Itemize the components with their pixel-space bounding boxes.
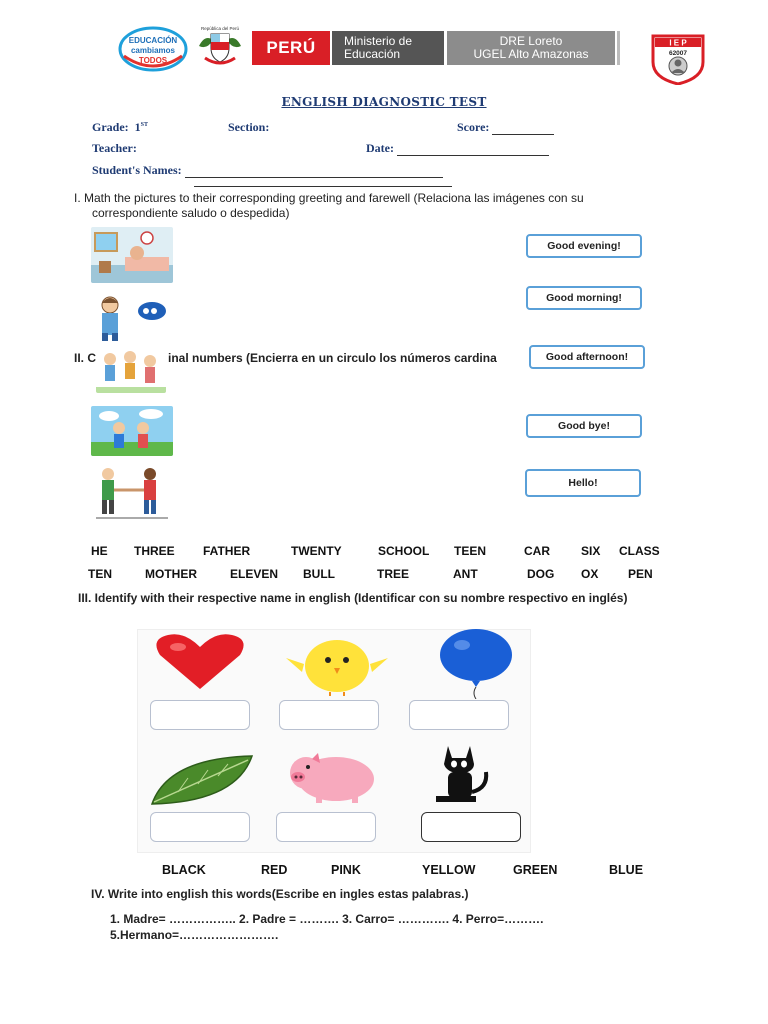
word-bull[interactable]: BULL	[303, 567, 335, 581]
svg-text:cambiamos: cambiamos	[130, 46, 176, 55]
campaign-logo	[118, 26, 188, 72]
word-he[interactable]: HE	[91, 544, 108, 558]
word-dog[interactable]: DOG	[527, 567, 555, 581]
word-mother[interactable]: MOTHER	[145, 567, 197, 581]
kids-outdoors-image	[91, 406, 173, 456]
word-school[interactable]: SCHOOL	[378, 544, 430, 558]
students-field	[92, 163, 443, 178]
greeting-box-hello[interactable]: Hello!	[525, 469, 641, 497]
iep-label: I E P	[669, 38, 687, 48]
grade-superscript: ST	[140, 122, 148, 128]
color-black: BLACK	[162, 863, 206, 877]
word-father[interactable]: FATHER	[203, 544, 251, 558]
greeting-box-good-bye[interactable]: Good bye!	[526, 414, 642, 438]
answer-box-heart[interactable]	[150, 700, 250, 730]
color-blue: BLUE	[609, 863, 644, 877]
section-label: Section:	[228, 120, 270, 134]
answer-box-pig[interactable]	[276, 812, 376, 842]
peru-banner: PERÚ	[252, 31, 330, 65]
word-teen[interactable]: TEEN	[454, 544, 487, 558]
answer-box-chick[interactable]	[279, 700, 379, 730]
score-field	[457, 120, 554, 135]
score-line[interactable]	[492, 133, 554, 135]
section4-line2: 5.Hermano=…………………….	[110, 928, 279, 942]
answer-box-cat[interactable]	[421, 812, 521, 842]
word-ant[interactable]: ANT	[453, 567, 478, 581]
handshake-image	[94, 464, 170, 520]
answer-box-leaf[interactable]	[150, 812, 250, 842]
banner-divider	[617, 31, 620, 65]
word-six[interactable]: SIX	[581, 544, 601, 558]
color-green: GREEN	[513, 863, 558, 877]
grade-field	[92, 120, 148, 135]
boy-morning-image	[96, 293, 170, 341]
greeting-box-good-afternoon[interactable]: Good afternoon!	[529, 345, 645, 369]
dre-line2: UGEL Alto Amazonas	[473, 47, 589, 61]
cat-image	[430, 742, 494, 804]
chick-image	[284, 630, 390, 696]
dre-line1: DRE Loreto	[499, 34, 563, 48]
balloon-image	[436, 629, 516, 699]
section4-line1: 1. Madre= …………….. 2. Padre = ………. 3. Carro= …………. 4. Perro=……….	[110, 912, 544, 926]
school-crest	[650, 33, 706, 85]
grade-value: 1	[134, 120, 141, 134]
word-car[interactable]: CAR	[524, 544, 550, 558]
students-line-1[interactable]	[185, 176, 443, 178]
word-tree[interactable]: TREE	[377, 567, 410, 581]
heart-image	[150, 633, 250, 691]
section2-instruction-start: II. C	[74, 351, 97, 365]
grade-label: Grade:	[92, 120, 129, 134]
color-yellow: YELLOW	[422, 863, 476, 877]
word-pen[interactable]: PEN	[628, 567, 653, 581]
date-field	[366, 141, 549, 156]
dre-banner	[447, 31, 615, 65]
page-title: ENGLISH DIAGNOSTIC TEST	[281, 95, 487, 109]
peru-coat-of-arms	[195, 24, 245, 70]
greeting-box-good-evening[interactable]: Good evening!	[526, 234, 642, 258]
section1-instruction: I. Math the pictures to their corresponding greeting and farewell (Relaciona las imágenes con su	[74, 191, 584, 205]
section4-instruction: IV. Write into english this words(Escribe en ingles estas palabras.)	[91, 887, 469, 901]
word-eleven[interactable]: ELEVEN	[230, 567, 279, 581]
date-line[interactable]	[397, 154, 549, 156]
word-class[interactable]: CLASS	[619, 544, 660, 558]
color-red: RED	[261, 863, 288, 877]
bedroom-image	[91, 227, 173, 283]
kids-waving-image	[96, 349, 166, 393]
iep-number: 62007	[668, 50, 688, 57]
word-three[interactable]: THREE	[134, 544, 175, 558]
pig-image	[282, 751, 380, 805]
svg-text:TODOS: TODOS	[138, 56, 168, 65]
word-twenty[interactable]: TWENTY	[291, 544, 342, 558]
section2-instruction-end: inal numbers (Encierra en un circulo los números cardina	[168, 351, 497, 365]
teacher-label: Teacher:	[92, 141, 137, 155]
leaf-image	[148, 754, 254, 808]
date-label: Date:	[366, 141, 394, 155]
section3-instruction: III. Identify with their respective name in english (Identificar con su nombre respectivo en inglés)	[78, 591, 628, 605]
color-pink: PINK	[331, 863, 361, 877]
word-ten[interactable]: TEN	[88, 567, 112, 581]
greeting-box-good-morning[interactable]: Good morning!	[526, 286, 642, 310]
ministry-line1: Ministerio de	[344, 34, 413, 48]
word-ox[interactable]: OX	[581, 567, 599, 581]
ministry-line2: Educación	[344, 47, 401, 61]
section1-instruction-cont: correspondiente saludo o despedida)	[92, 206, 290, 220]
ministry-banner	[332, 31, 444, 65]
svg-text:República del Perú: República del Perú	[200, 26, 240, 31]
students-line-2[interactable]	[194, 186, 452, 187]
students-label: Student's Names:	[92, 163, 182, 177]
answer-box-balloon[interactable]	[409, 700, 509, 730]
score-label: Score:	[457, 120, 490, 134]
svg-text:EDUCACIÓN: EDUCACIÓN	[128, 36, 178, 45]
